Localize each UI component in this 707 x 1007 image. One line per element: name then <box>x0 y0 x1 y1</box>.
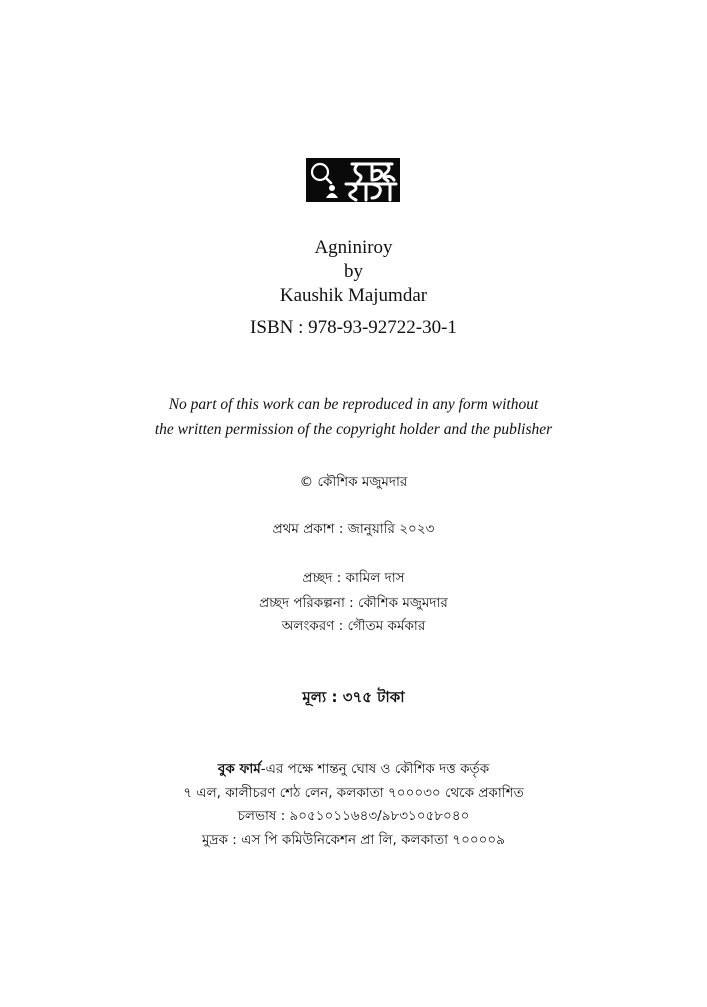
magnifier-book-logo-icon <box>306 158 400 202</box>
first-edition-line: প্রথম প্রকাশ : জানুয়ারি ২০২৩ <box>272 521 435 537</box>
publisher-logo <box>306 158 400 202</box>
publisher-phone: চলভাষ : ৯০৫১০১১৬৪৩/৯৮৩১০৫৮০৪০ <box>237 808 470 824</box>
book-title: Agniniroy <box>314 237 393 258</box>
publisher-name: বুক ফার্ম <box>217 761 261 777</box>
printer-line: মুদ্রক : এস পি কমিউনিকেশন প্রা লি, কলকাতা ৭০০০০৯ <box>202 832 505 848</box>
rights-notice-line-1: No part of this work can be reproduced in any form without <box>168 396 539 413</box>
cover-design-credit: প্রচ্ছদ পরিকল্পনা : কৌশিক মজুমদার <box>259 595 448 611</box>
by-text: by <box>344 261 363 282</box>
publisher-line-1 <box>0 760 707 779</box>
copyright-line: © কৌশিক মজুমদার <box>299 474 408 490</box>
illustration-credit: অলংকরণ : গৌতম কর্মকার <box>281 618 426 634</box>
publisher-address: ৭ এল, কালীচরণ শেঠ লেন, কলকাতা ৭০০০৩০ থেকে প্রকাশিত <box>183 785 524 801</box>
rights-notice-line-2: the written permission of the copyright holder and the publisher <box>154 421 553 438</box>
isbn: ISBN : 978-93-92722-30-1 <box>250 317 457 338</box>
cover-credit: প্রচ্ছদ : কামিল দাস <box>302 570 405 586</box>
author-name: Kaushik Majumdar <box>279 285 428 306</box>
publisher-line-1-rest: -এর পক্ষে শান্তনু ঘোষ ও কৌশিক দত্ত কর্তৃক <box>260 761 490 777</box>
price: মূল্য : ৩৭৫ টাকা <box>302 688 405 706</box>
